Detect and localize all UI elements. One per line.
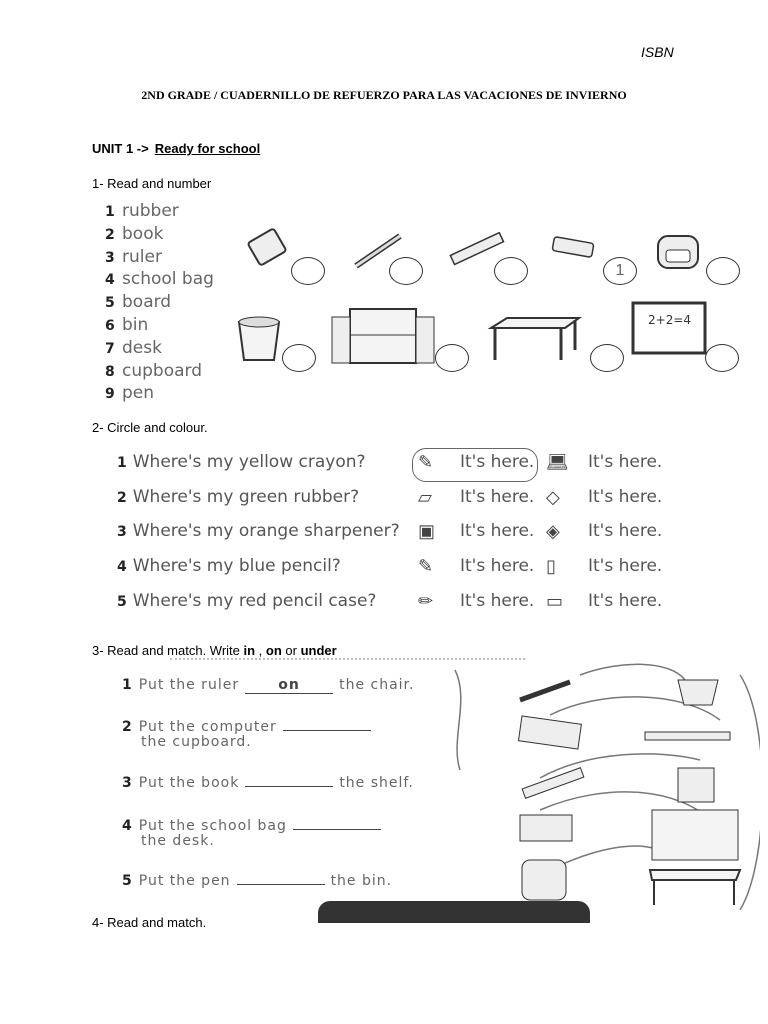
match-item-1: 1 Put the ruler on the chair. — [122, 677, 415, 693]
pencil-icon: ✎ — [418, 556, 434, 576]
word-item: 3 ruler — [105, 246, 162, 267]
match-item-3: 3 Put the book the shelf. — [122, 775, 414, 791]
answer-blank[interactable] — [237, 884, 325, 885]
rubber-icon: ◇ — [546, 487, 560, 507]
its-here-left[interactable]: It's here. — [460, 487, 535, 507]
section1-instruction: 1- Read and number — [92, 176, 212, 191]
rubber-icon — [549, 234, 599, 260]
section3-instruction: 3- Read and match. Write in , on or under — [92, 643, 337, 658]
word-item: 7 desk — [105, 337, 162, 358]
ruler-icon: ▱ — [418, 487, 432, 507]
word-item: 9 pen — [105, 383, 155, 404]
school-bag-icon: ▣ — [418, 521, 436, 541]
answer-circle-desk[interactable] — [590, 344, 624, 372]
answer-blank[interactable] — [293, 829, 381, 830]
answer-blank[interactable] — [245, 786, 333, 787]
answer-circle-bag[interactable] — [706, 257, 740, 285]
pencil-case-icon: ▭ — [546, 591, 564, 611]
svg-text:2+2=4: 2+2=4 — [648, 313, 692, 327]
word-item: 1 rubber — [105, 201, 179, 221]
match-line — [455, 670, 461, 770]
its-here-left[interactable]: It's here. — [460, 521, 535, 541]
match-line — [580, 664, 685, 680]
cupboard-icon — [652, 810, 738, 860]
unit-label: UNIT 1 -> — [92, 141, 149, 156]
question-5: 5 Where's my red pencil case? — [117, 591, 377, 611]
answer-circle-bin[interactable] — [282, 344, 316, 372]
word-item: 6 bin — [105, 314, 149, 335]
board-icon — [630, 300, 708, 358]
pencil-icon: ✏︎ — [418, 591, 434, 611]
answer-circle-cupboard[interactable] — [435, 344, 469, 372]
word-item: 8 cupboard — [105, 360, 203, 381]
isbn-label: ISBN — [641, 44, 674, 60]
laptop-icon: 💻︎ — [546, 452, 569, 472]
book-icon: ▯ — [546, 556, 556, 576]
section4-instruction: 4- Read and match. — [92, 915, 207, 930]
bin-icon — [234, 314, 284, 364]
laptop-icon — [520, 815, 572, 841]
question-1: 1 Where's my yellow crayon? — [117, 452, 366, 472]
desk-icon — [650, 870, 740, 905]
its-here-right[interactable]: It's here. — [588, 452, 663, 472]
answer-circle-ruler[interactable] — [494, 257, 528, 285]
question-2: 2 Where's my green rubber? — [117, 487, 360, 507]
sharpener-icon: ◈ — [546, 521, 560, 541]
its-here-right[interactable]: It's here. — [588, 521, 663, 541]
chair-icon — [678, 768, 714, 802]
word-item: 2 book — [105, 223, 164, 244]
answer-blank[interactable] — [283, 730, 371, 731]
its-here-right[interactable]: It's here. — [588, 591, 663, 611]
answer-circle-pen[interactable] — [389, 257, 423, 285]
question-4: 4 Where's my blue pencil? — [117, 556, 341, 576]
unit-heading — [92, 141, 260, 156]
bin-icon — [678, 680, 718, 705]
match-item-5: 5 Put the pen the bin. — [122, 873, 393, 889]
its-here-right[interactable]: It's here. — [588, 487, 663, 507]
crayon-icon: ✎ — [418, 452, 434, 472]
its-here-right[interactable]: It's here. — [588, 556, 663, 576]
school-bag-icon — [652, 228, 704, 274]
its-here-left[interactable]: It's here. — [460, 556, 535, 576]
match-line — [740, 675, 760, 910]
answer-blank[interactable]: on — [245, 678, 333, 694]
its-here-left[interactable]: It's here. — [460, 591, 535, 611]
word-item: 4 school bag — [105, 269, 214, 290]
book-icon — [518, 716, 581, 749]
school-bag-icon — [522, 860, 566, 900]
document-title: 2ND GRADE / CUADERNILLO DE REFUERZO PARA LAS VACACIONES DE INVIERNO — [141, 88, 627, 102]
its-here-left[interactable]: It's here. — [460, 452, 535, 472]
cupboard-icon — [328, 305, 438, 367]
question-3: 3 Where's my orange sharpener? — [117, 521, 400, 541]
section2-instruction: 2- Circle and colour. — [92, 420, 208, 435]
pdf-viewer-toolbar[interactable] — [318, 901, 590, 923]
match-item-2: 2 Put the computer the cupboard. — [122, 720, 377, 750]
answer-circle-rubber[interactable] — [291, 257, 325, 285]
pen-icon — [520, 682, 570, 700]
word-list — [105, 201, 214, 406]
matching-pictures — [440, 660, 760, 910]
answer-circle-board[interactable] — [705, 344, 739, 372]
match-item-4: 4 Put the school bag the desk. — [122, 819, 387, 849]
book-icon — [246, 228, 296, 268]
desk-icon — [487, 316, 583, 364]
word-item: 5 board — [105, 292, 172, 313]
unit-name: Ready for school — [154, 141, 261, 156]
shelf-icon — [645, 732, 730, 740]
answer-circle-rubber-2[interactable]: 1 — [603, 257, 637, 285]
